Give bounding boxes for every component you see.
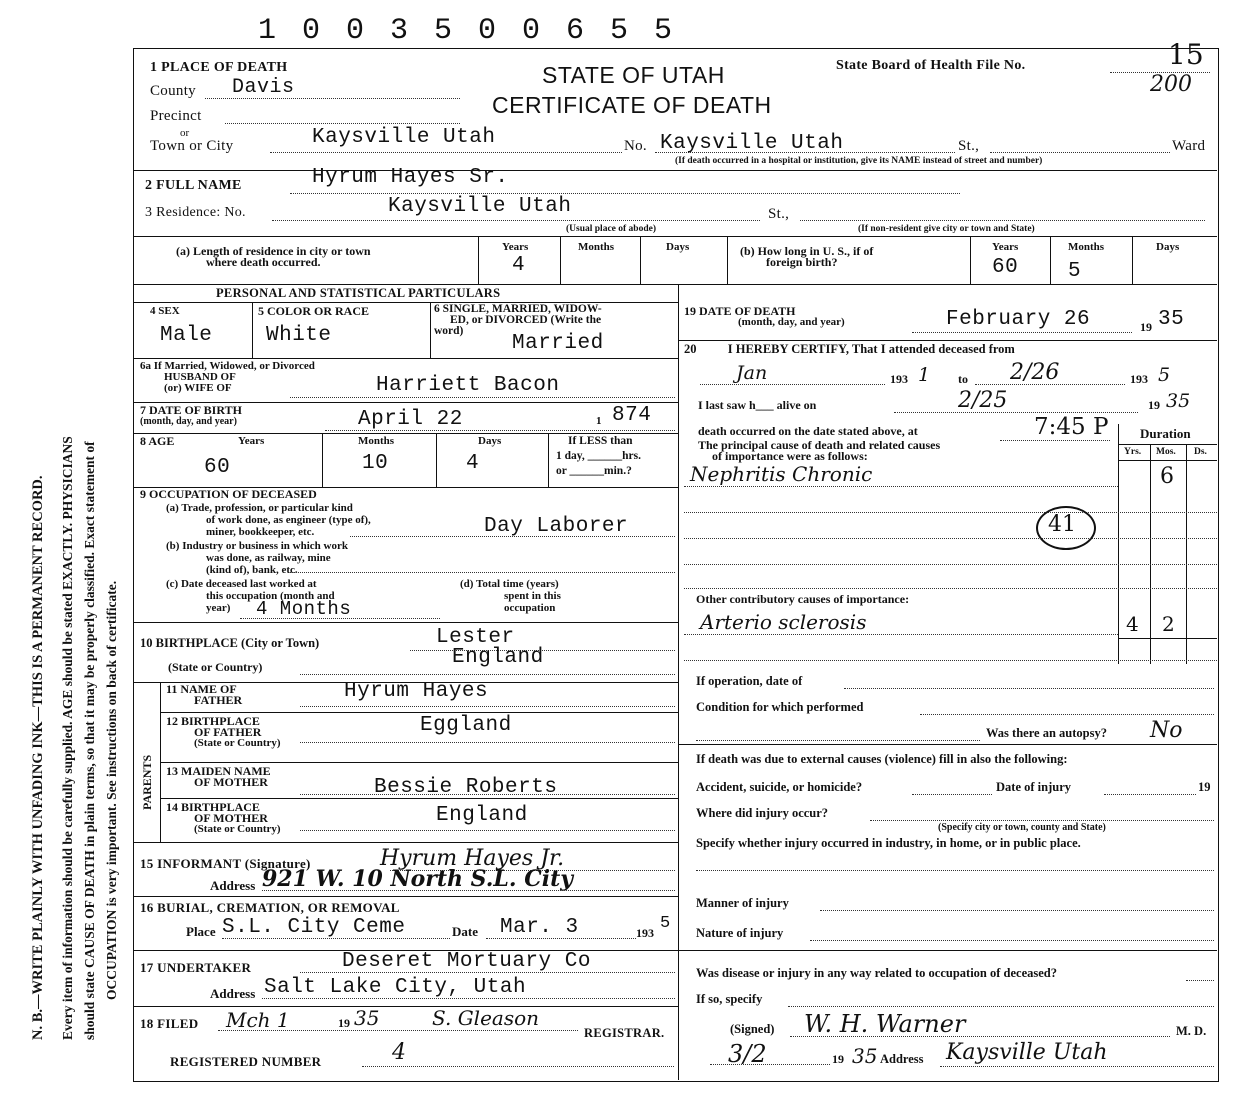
full-name-label: 2 FULL NAME [145, 178, 242, 193]
street-no-label: No. [624, 138, 647, 154]
informant-label: 15 INFORMANT (Signature) [140, 856, 311, 871]
registered-number-label: REGISTERED NUMBER [170, 1054, 322, 1069]
death-date-label-b: (month, day, and year) [738, 316, 845, 328]
occupation-value: Day Laborer [484, 515, 629, 538]
to-label: to [958, 372, 968, 386]
occupation-a1: (a) Trade, profession, or particular kind [166, 502, 353, 514]
mother-birth-label-a: 14 BIRTHPLACE [166, 800, 260, 814]
marital-value: Married [512, 332, 604, 355]
father-label [166, 684, 242, 706]
father-value: Hyrum Hayes [344, 680, 489, 703]
father-birthplace-label [166, 716, 281, 749]
margin-line-1: N. B.—WRITE PLAINLY WITH UNFADING INK—THIS IS A PERMANENT RECORD. [30, 475, 46, 1040]
file-number: 15 [1168, 38, 1204, 71]
mother-birthplace-label [166, 802, 281, 835]
external-causes-label: If death was due to external causes (violence) fill in also the following: [696, 752, 1068, 766]
us-months-label: Months [1068, 241, 1105, 253]
us-residence-label-b: foreign birth? [766, 255, 838, 269]
less-than-label [556, 434, 641, 479]
other-cause-years: 4 [1126, 612, 1139, 636]
primary-cause: Nephritis Chronic [690, 462, 873, 486]
other-causes-label: Other contributory causes of importance: [696, 592, 910, 606]
nature-label: Nature of injury [696, 926, 784, 940]
age-days-label: Days [478, 435, 502, 447]
father-birth-label-a: 12 BIRTHPLACE [166, 714, 260, 728]
occupation-d3: occupation [504, 602, 556, 614]
undertaker-address-label: Address [210, 986, 256, 1001]
if-so-label: If so, specify [696, 992, 763, 1006]
res-months-label: Months [578, 241, 615, 253]
county-label: County [150, 83, 196, 99]
father-label-a: 11 NAME OF [166, 682, 237, 696]
margin-line-4: OCCUPATION is very important. See instructions on back of certificate. [104, 580, 119, 1000]
mother-label-a: 13 MAIDEN NAME [166, 764, 271, 778]
mother-birth-label-c: (State or Country) [194, 823, 281, 835]
last-saw-date: 2/25 [958, 388, 1008, 413]
file-number-sub: 200 [1150, 72, 1192, 97]
signed-year: 35 [852, 1044, 878, 1068]
attended-to: 2/26 [1010, 360, 1060, 385]
attended-from: Jan [736, 362, 768, 384]
father-birth-label-b: OF FATHER [194, 725, 262, 739]
autopsy-value: No [1150, 718, 1183, 743]
margin-line-2: Every item of information should be carefully supplied. AGE should be stated EXACTLY. PHYSICIANS [60, 436, 75, 1040]
physician-signature: W. H. Warner [804, 1010, 966, 1038]
father-birth-label-c: (State or Country) [194, 737, 281, 749]
length-residence-label [176, 246, 371, 268]
occupation-d [460, 578, 561, 614]
injury-year-prefix: 19 [1198, 780, 1211, 794]
serial-number: 1 0 0 3 5 0 0 6 5 5 [258, 14, 677, 48]
cause-label-b: of importance were as follows: [712, 449, 868, 463]
informant-signature: Hyrum Hayes Jr. [380, 846, 565, 871]
burial-year-prefix: 193 [636, 926, 654, 940]
spouse-value: Harriett Bacon [376, 374, 560, 397]
filed-label: 18 FILED [140, 1016, 199, 1031]
father-label-b: FATHER [194, 693, 243, 707]
abode-note: (Usual place of abode) [566, 224, 656, 234]
burial-date-label: Date [452, 924, 478, 939]
occupation-c2: this occupation (month and [206, 590, 335, 602]
signed-date: 3/2 [728, 1040, 767, 1068]
birthplace-state-label: (State or Country) [168, 660, 263, 674]
race-label: 5 COLOR OR RACE [258, 304, 370, 318]
res-years-label: Years [502, 241, 529, 253]
last-saw-year-prefix: 19 [1148, 398, 1160, 412]
physician-address-label: Address [880, 1052, 924, 1066]
us-years-label: Years [992, 241, 1019, 253]
dob-label-b: (month, day, and year) [140, 416, 237, 427]
manner-label: Manner of injury [696, 896, 789, 910]
registered-number: 4 [392, 1040, 406, 1065]
occupation-d1: (d) Total time (years) [460, 578, 559, 590]
board-file-label: State Board of Health File No. [836, 58, 1026, 73]
duration-mos-label: Mos. [1156, 447, 1176, 457]
attended-from-year: 1 [918, 364, 931, 386]
spouse-label-b: HUSBAND OF [164, 371, 236, 383]
res-years-value: 4 [512, 254, 526, 277]
full-name-value: Hyrum Hayes Sr. [312, 166, 509, 189]
registrar-label: REGISTRAR. [584, 1026, 665, 1040]
other-cause-months: 2 [1162, 612, 1175, 636]
undertaker-name: Deseret Mortuary Co [342, 950, 591, 973]
specify-injury-label: Specify whether injury occurred in industry, in home, or in public place. [696, 836, 1081, 850]
parents-side-label: PARENTS [140, 754, 154, 810]
mother-label-b: OF MOTHER [194, 775, 268, 789]
where-injury-label: Where did injury occur? [696, 806, 829, 820]
death-time: 7:45 P [1034, 414, 1109, 440]
mother-label [166, 766, 271, 788]
undertaker-address: Salt Lake City, Utah [264, 976, 527, 999]
signed-year-prefix: 19 [832, 1052, 844, 1066]
sex-label: 4 SEX [150, 305, 180, 317]
residence-value: Kaysville Utah [388, 195, 572, 218]
occupation-a2: of work done, as engineer (type of), [206, 514, 371, 526]
cause-label [698, 440, 940, 462]
length-residence-label-b: where death occurred. [206, 255, 321, 269]
where-injury-note: (Specify city or town, county and State) [938, 822, 1106, 833]
occurred-label: death occurred on the date stated above, at [698, 424, 918, 438]
length-residence-label-a: (a) Length of residence in city or town [176, 244, 371, 258]
duration-yrs-label: Yrs. [1124, 447, 1142, 457]
dob-value: April 22 [358, 408, 463, 431]
state-title: STATE OF UTAH [542, 62, 725, 88]
informant-address-label: Address [210, 878, 256, 893]
occupation-b3: (kind of), bank, etc. [206, 564, 298, 576]
hospital-note: (If death occurred in a hospital or institution, give its NAME instead of street and number) [675, 156, 1043, 166]
death-year-prefix: 19 [1140, 320, 1152, 334]
occupation-b2: was done, as railway, mine [206, 552, 331, 564]
attended-to-year-prefix: 193 [1130, 372, 1148, 386]
duration-label: Duration [1140, 426, 1191, 441]
death-year-value: 35 [1158, 308, 1185, 331]
occupation-d2: spent in this [504, 590, 561, 602]
town-value: Kaysville Utah [312, 126, 496, 149]
undertaker-label: 17 UNDERTAKER [140, 960, 252, 975]
less-than-c: or ______min.? [556, 465, 632, 477]
street-no-value: Kaysville Utah [660, 132, 844, 155]
personal-header: PERSONAL AND STATISTICAL PARTICULARS [216, 286, 501, 300]
related-label: Was disease or injury in any way related to occupation of deceased? [696, 966, 1057, 980]
primary-cause-months: 6 [1160, 464, 1174, 489]
filed-date: Mch 1 [226, 1008, 290, 1032]
us-years-value: 60 [992, 256, 1019, 279]
operation-label: If operation, date of [696, 674, 803, 688]
place-of-death-label: 1 PLACE OF DEATH [150, 60, 288, 75]
dob-label [140, 405, 242, 427]
marital-label-a: 6 SINGLE, MARRIED, WIDOW- [434, 303, 602, 315]
death-date-value: February 26 [946, 308, 1091, 331]
registrar-signature: S. Gleason [432, 1006, 540, 1030]
death-date-label [684, 306, 845, 328]
occupation-a [166, 502, 371, 538]
birthplace-country: England [452, 646, 544, 669]
attended-to-year: 5 [1158, 364, 1171, 386]
cause-code: 41 [1048, 512, 1076, 537]
dob-year-value: 874 [612, 404, 652, 427]
county-value: Davis [232, 76, 295, 99]
nonresident-note: (If non-resident give city or town and State) [858, 224, 1035, 234]
birthplace-label: 10 BIRTHPLACE (City or Town) [140, 636, 320, 650]
street-label: St., [958, 138, 980, 154]
injury-date-label: Date of injury [996, 780, 1071, 794]
accident-label: Accident, suicide, or homicide? [696, 780, 863, 794]
occupation-b1: (b) Industry or business in which work [166, 540, 348, 552]
occupation-c-value: 4 Months [256, 598, 352, 620]
md-label: M. D. [1176, 1024, 1207, 1038]
burial-label: 16 BURIAL, CREMATION, OR REMOVAL [140, 900, 400, 915]
us-residence-label [740, 246, 873, 268]
marital-label-b: ED, or DIVORCED (Write the [450, 314, 602, 326]
residence-label: 3 Residence: No. [145, 205, 246, 220]
or-label: or [180, 127, 190, 139]
us-months-value: 5 [1068, 260, 1082, 283]
race-value: White [266, 324, 332, 347]
marital-label-c: word) [434, 325, 464, 337]
margin-line-3: should state CAUSE OF DEATH in plain terms, so that it may be properly classified. Exact statement of [82, 441, 97, 1040]
occupation-c3: year) [206, 602, 231, 614]
spouse-label-a: 6a If Married, Widowed, or Divorced [140, 360, 315, 372]
informant-address: 921 W. 10 North S.L. City [262, 866, 574, 892]
less-than-b: 1 day, ______hrs. [556, 450, 641, 462]
signed-label: (Signed) [730, 1022, 775, 1036]
age-months-label: Months [358, 435, 395, 447]
autopsy-label: Was there an autopsy? [986, 726, 1107, 740]
dob-year-prefix: 1 [596, 415, 602, 427]
mother-birth-label-b: OF MOTHER [194, 811, 268, 825]
last-saw-year: 35 [1166, 390, 1191, 412]
us-days-label: Days [1156, 241, 1180, 253]
certify-text: 20 I HEREBY CERTIFY, That I attended deceased from [684, 342, 1015, 356]
spouse-label [140, 361, 315, 394]
age-years-value: 60 [204, 456, 231, 479]
occupation-b [166, 540, 348, 576]
res-days-label: Days [666, 241, 690, 253]
occupation-label: 9 OCCUPATION OF DECEASED [140, 487, 317, 501]
burial-date-value: Mar. 3 [500, 916, 579, 939]
filed-year: 35 [354, 1006, 380, 1030]
certificate-title: CERTIFICATE OF DEATH [492, 92, 772, 118]
physician-address: Kaysville Utah [946, 1040, 1108, 1065]
other-cause: Arterio sclerosis [700, 610, 867, 634]
age-years-label: Years [238, 435, 265, 447]
cause-label-a: The principal cause of death and related causes [698, 438, 941, 452]
occupation-a3: miner, bookkeeper, etc. [206, 526, 315, 538]
less-than-a: If LESS than [568, 435, 633, 447]
us-residence-label-a: (b) How long in U. S., if of [740, 244, 874, 258]
sex-value: Male [160, 324, 213, 347]
birthplace-city: Lester [436, 626, 515, 649]
burial-place-label: Place [186, 924, 216, 939]
spouse-label-c: (or) WIFE OF [164, 382, 232, 394]
precinct-label: Precinct [150, 108, 202, 124]
age-days-value: 4 [466, 452, 480, 475]
town-label: Town or City [150, 138, 234, 154]
death-date-label-a: 19 DATE OF DEATH [684, 304, 796, 318]
mother-value: Bessie Roberts [374, 776, 558, 799]
burial-place-value: S.L. City Ceme [222, 916, 406, 939]
condition-label: Condition for which performed [696, 700, 864, 714]
duration-ds-label: Ds. [1194, 447, 1207, 457]
dob-label-a: 7 DATE OF BIRTH [140, 403, 242, 417]
father-birthplace-value: Eggland [420, 714, 512, 737]
ward-label: Ward [1172, 138, 1206, 154]
burial-year-value: 5 [660, 914, 671, 933]
mother-birthplace-value: England [436, 804, 528, 827]
age-label: 8 AGE [140, 434, 175, 448]
occupation-c1: (c) Date deceased last worked at [166, 578, 317, 590]
last-saw-label: I last saw h___ alive on [698, 398, 817, 412]
residence-street-label: St., [768, 206, 790, 222]
filed-year-prefix: 19 [338, 1016, 350, 1030]
attended-from-year-prefix: 193 [890, 372, 908, 386]
age-months-value: 10 [362, 452, 389, 475]
